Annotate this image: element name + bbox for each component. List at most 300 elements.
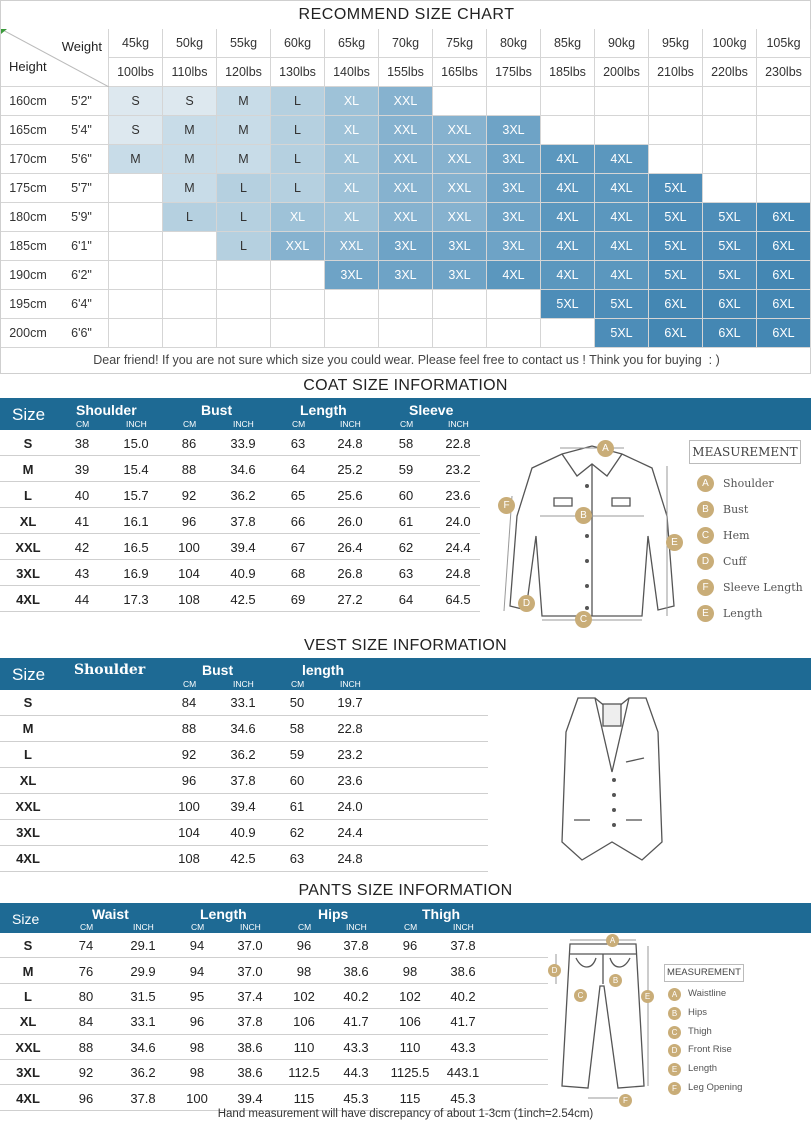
coat-row (0, 508, 480, 534)
coat-marker-e: E (666, 534, 683, 551)
height-cm: 190cm (1, 261, 55, 290)
size-cell (217, 290, 271, 319)
pants-row (0, 958, 548, 983)
coat-header-sleeve: Sleeve (409, 402, 454, 418)
vest-unit-cm: CM (291, 679, 305, 689)
vest-row (0, 794, 488, 820)
pants-value: 102 (399, 988, 421, 1004)
pants-size-label: Size (12, 911, 40, 927)
height-cm: 200cm (1, 319, 55, 348)
size-cell (163, 232, 217, 261)
coat-legend-badge-e: E (697, 605, 714, 622)
coat-size: L (24, 487, 32, 503)
height-cm: 165cm (1, 116, 55, 145)
height-cm: 195cm (1, 290, 55, 319)
size-cell (703, 145, 757, 174)
coat-unit-inch: INCH (448, 419, 469, 429)
pants-row (0, 1009, 548, 1034)
pants-size: 4XL (16, 1090, 40, 1106)
coat-legend-badge-a: A (697, 475, 714, 492)
vest-header-bust: Bust (202, 662, 234, 678)
pants-value: 110 (293, 1039, 315, 1055)
pants-row (0, 1035, 548, 1060)
vest-value: 96 (181, 773, 197, 788)
vest-unit-inch: INCH (233, 679, 254, 689)
coat-header-bar (0, 398, 811, 430)
coat-value: 16.5 (123, 539, 149, 555)
vest-value: 37.8 (230, 773, 256, 788)
size-cell: XXL (379, 87, 433, 116)
pants-value: 41.7 (343, 1014, 369, 1030)
size-cell: XL (325, 203, 379, 232)
size-cell: L (271, 145, 325, 174)
pants-unit-cm: CM (191, 922, 205, 932)
size-cell: S (163, 87, 217, 116)
measurement-footer: Hand measurement will have discrepancy of about 1-3cm (1inch=2.54cm) (217, 1108, 594, 1120)
vest-value: 100 (178, 799, 200, 814)
coat-unit-cm: CM (183, 419, 197, 429)
size-cell: 5XL (703, 232, 757, 261)
size-cell (433, 319, 487, 348)
pants-value: 102 (293, 988, 315, 1004)
size-cell: 3XL (379, 232, 433, 261)
size-cell: XXL (433, 174, 487, 203)
vest-value: 34.6 (230, 721, 256, 736)
pants-row (0, 1060, 548, 1085)
pants-value: 29.9 (130, 963, 156, 979)
pants-value: 37.8 (130, 1090, 156, 1106)
size-cell (379, 290, 433, 319)
coat-title: COAT SIZE INFORMATION (303, 377, 508, 394)
size-cell (649, 87, 703, 116)
size-cell: L (217, 232, 271, 261)
coat-value: 24.4 (445, 539, 471, 555)
size-cell (109, 174, 163, 203)
pants-marker-a: A (606, 934, 619, 947)
pants-value: 40.2 (450, 988, 476, 1004)
vest-value: 59 (289, 747, 305, 762)
size-cell: M (217, 87, 271, 116)
corner-diagonal (1, 29, 109, 87)
vest-value: 58 (289, 721, 305, 736)
coat-value: 27.2 (337, 591, 363, 607)
pants-value: 115 (399, 1090, 421, 1106)
size-cell: 3XL (487, 116, 541, 145)
size-cell: XL (325, 116, 379, 145)
coat-value: 33.9 (230, 435, 256, 451)
pants-value: 92 (78, 1065, 94, 1081)
vest-value: 36.2 (230, 747, 256, 762)
coat-legend-label: Shoulder (723, 477, 774, 490)
coat-unit-cm: CM (292, 419, 306, 429)
coat-marker-a: A (597, 440, 614, 457)
vest-value: 92 (181, 747, 197, 762)
vest-size: S (23, 695, 33, 710)
pants-row (0, 1085, 548, 1110)
pants-value: 96 (296, 938, 312, 954)
weight-label: Weight (61, 39, 102, 54)
pants-value: 98 (189, 1039, 205, 1055)
coat-value: 38 (74, 435, 90, 451)
weight-kg-header: 85kg (541, 29, 595, 58)
pants-unit-cm: CM (80, 922, 94, 932)
size-cell (541, 116, 595, 145)
vest-header-bar (0, 658, 811, 690)
coat-header-length: Length (300, 402, 347, 418)
size-cell: 3XL (487, 174, 541, 203)
pants-value: 112.5 (288, 1065, 320, 1081)
coat-value: 42 (74, 539, 90, 555)
size-cell: L (163, 203, 217, 232)
size-cell (541, 87, 595, 116)
pants-value: 443.1 (446, 1065, 480, 1081)
size-cell: L (271, 87, 325, 116)
size-cell: M (217, 145, 271, 174)
pants-header-bar (0, 903, 811, 933)
size-cell (325, 319, 379, 348)
size-cell: 4XL (541, 232, 595, 261)
coat-header-bust: Bust (201, 402, 233, 418)
size-cell: 4XL (541, 145, 595, 174)
coat-row (0, 456, 480, 482)
vest-size: M (22, 721, 34, 736)
coat-legend-label: Hem (723, 529, 750, 542)
vest-row (0, 716, 488, 742)
weight-lbs-header: 100lbs (109, 58, 163, 87)
coat-value: 104 (178, 565, 200, 581)
weight-lbs-header: 230lbs (757, 58, 811, 87)
weight-lbs-header: 200lbs (595, 58, 649, 87)
vest-size-label: Size (12, 665, 46, 684)
vest-value: 61 (289, 799, 305, 814)
size-cell (433, 87, 487, 116)
pants-value: 39.4 (237, 1090, 263, 1106)
pants-header-length: Length (200, 906, 247, 922)
size-cell (271, 319, 325, 348)
weight-lbs-header: 155lbs (379, 58, 433, 87)
coat-value: 42.5 (230, 591, 256, 607)
coat-size: M (22, 461, 34, 477)
height-ft: 5'4" (55, 116, 109, 145)
pants-value: 38.6 (343, 963, 369, 979)
coat-value: 16.9 (123, 565, 149, 581)
size-cell (163, 261, 217, 290)
coat-size: S (23, 435, 33, 451)
size-cell: XXL (379, 203, 433, 232)
weight-lbs-header: 210lbs (649, 58, 703, 87)
size-cell: 3XL (487, 203, 541, 232)
coat-value: 58 (398, 435, 414, 451)
pants-size: M (22, 963, 34, 979)
size-cell (109, 261, 163, 290)
size-cell: 5XL (649, 203, 703, 232)
pants-value: 37.0 (237, 938, 263, 954)
coat-row (0, 560, 480, 586)
pants-value: 95 (189, 988, 205, 1004)
pants-value: 98 (402, 963, 418, 979)
vest-value: 104 (178, 825, 200, 840)
weight-kg-header: 65kg (325, 29, 379, 58)
coat-legend-badge-c: C (697, 527, 714, 544)
size-cell: 6XL (649, 319, 703, 348)
coat-legend-badge-f: F (697, 579, 714, 596)
coat-value: 16.1 (123, 513, 149, 529)
size-cell (325, 290, 379, 319)
size-cell: 5XL (595, 290, 649, 319)
height-ft: 5'6" (55, 145, 109, 174)
vest-row (0, 690, 488, 716)
coat-legend-badge-b: B (697, 501, 714, 518)
weight-kg-header: 100kg (703, 29, 757, 58)
size-cell (109, 232, 163, 261)
coat-value: 62 (398, 539, 414, 555)
pants-legend-badge-e: E (668, 1063, 681, 1076)
pants-value: 37.0 (237, 963, 263, 979)
pants-value: 94 (189, 938, 205, 954)
pants-value: 37.8 (237, 1014, 263, 1030)
coat-unit-inch: INCH (233, 419, 254, 429)
vest-value: 84 (181, 695, 197, 710)
coat-value: 39.4 (230, 539, 256, 555)
pants-legend-label: Front Rise (688, 1044, 732, 1056)
coat-value: 17.3 (123, 591, 149, 607)
coat-size: XXL (15, 539, 41, 555)
coat-unit-cm: CM (400, 419, 414, 429)
pants-value: 96 (402, 938, 418, 954)
size-cell (109, 290, 163, 319)
chart-corner-header (1, 29, 109, 87)
size-cell: M (163, 145, 217, 174)
pants-header-thigh: Thigh (422, 906, 461, 922)
height-label: Height (9, 59, 47, 74)
size-cell (757, 116, 811, 145)
pants-value: 74 (78, 938, 94, 954)
pants-value: 38.6 (237, 1065, 263, 1081)
height-cm: 160cm (1, 87, 55, 116)
pants-marker-f: F (619, 1094, 632, 1107)
weight-lbs-header: 220lbs (703, 58, 757, 87)
coat-value: 15.0 (123, 435, 149, 451)
pants-value: 1125.5 (390, 1065, 430, 1081)
size-cell: XXL (433, 116, 487, 145)
vest-value: 63 (289, 851, 305, 866)
pants-value: 37.8 (450, 938, 476, 954)
pants-value: 96 (189, 1014, 205, 1030)
size-cell: M (109, 145, 163, 174)
coat-unit-cm: CM (76, 419, 90, 429)
vest-value: 50 (289, 695, 305, 710)
coat-marker-f: F (498, 497, 515, 514)
size-cell: XXL (325, 232, 379, 261)
coat-value: 61 (398, 513, 414, 529)
weight-kg-header: 45kg (109, 29, 163, 58)
weight-kg-header: 55kg (217, 29, 271, 58)
coat-value: 39 (74, 461, 90, 477)
coat-measurement-title: MEASUREMENT (689, 440, 801, 464)
vest-value: 60 (289, 773, 305, 788)
pants-unit-inch: INCH (133, 922, 154, 932)
size-cell: M (217, 116, 271, 145)
coat-value: 36.2 (230, 487, 256, 503)
weight-lbs-header: 140lbs (325, 58, 379, 87)
coat-row (0, 430, 480, 456)
pants-value: 43.3 (450, 1039, 476, 1055)
size-cell: XXL (379, 174, 433, 203)
size-cell: 4XL (595, 174, 649, 203)
size-cell: 5XL (649, 174, 703, 203)
size-cell: 5XL (541, 290, 595, 319)
coat-value: 26.0 (337, 513, 363, 529)
coat-value: 15.4 (123, 461, 149, 477)
size-cell (217, 319, 271, 348)
coat-value: 96 (181, 513, 197, 529)
size-cell: XXL (379, 116, 433, 145)
coat-value: 63 (290, 435, 306, 451)
coat-header-shoulder: Shoulder (76, 402, 137, 418)
pants-size: XXL (15, 1039, 41, 1055)
pants-value: 106 (293, 1014, 315, 1030)
pants-marker-c: C (574, 989, 587, 1002)
pants-value: 33.1 (130, 1014, 156, 1030)
size-cell: 6XL (757, 290, 811, 319)
height-ft: 5'7" (55, 174, 109, 203)
size-cell: 5XL (703, 261, 757, 290)
height-ft: 6'4" (55, 290, 109, 319)
size-cell: 6XL (703, 319, 757, 348)
size-cell: 4XL (541, 174, 595, 203)
size-cell (271, 290, 325, 319)
size-cell: 4XL (595, 232, 649, 261)
coat-value: 24.8 (337, 435, 363, 451)
coat-marker-c: C (575, 611, 592, 628)
size-cell: XXL (433, 145, 487, 174)
size-cell (487, 87, 541, 116)
weight-kg-header: 70kg (379, 29, 433, 58)
pants-value: 29.1 (130, 938, 156, 954)
pants-legend-badge-a: A (668, 988, 681, 1001)
coat-value: 41 (74, 513, 90, 529)
size-cell: 3XL (433, 261, 487, 290)
size-cell: 6XL (703, 290, 757, 319)
pants-unit-inch: INCH (346, 922, 367, 932)
size-cell (163, 290, 217, 319)
coat-value: 69 (290, 591, 306, 607)
size-cell (703, 116, 757, 145)
vest-value: 108 (178, 851, 200, 866)
pants-legend-label: Thigh (688, 1025, 712, 1037)
coat-value: 64 (398, 591, 414, 607)
vest-value: 88 (181, 721, 197, 736)
coat-value: 24.8 (445, 565, 471, 581)
coat-value: 64.5 (445, 591, 471, 607)
coat-unit-inch: INCH (126, 419, 147, 429)
size-cell: 5XL (649, 232, 703, 261)
size-cell: XL (271, 203, 325, 232)
size-cell (649, 145, 703, 174)
weight-kg-header: 95kg (649, 29, 703, 58)
vest-size: XL (19, 773, 37, 788)
coat-value: 22.8 (445, 435, 471, 451)
coat-value: 100 (178, 539, 200, 555)
pants-unit-cm: CM (404, 922, 418, 932)
coat-value: 40 (74, 487, 90, 503)
size-cell: 3XL (325, 261, 379, 290)
coat-value: 15.7 (123, 487, 149, 503)
pants-legend-badge-d: D (668, 1044, 681, 1057)
coat-row (0, 482, 480, 508)
height-ft: 6'2" (55, 261, 109, 290)
vest-value: 24.8 (337, 851, 363, 866)
size-cell: L (271, 174, 325, 203)
vest-value: 23.6 (337, 773, 363, 788)
vest-row (0, 768, 488, 794)
pants-value: 38.6 (450, 963, 476, 979)
weight-lbs-header: 165lbs (433, 58, 487, 87)
coat-value: 86 (181, 435, 197, 451)
vest-size: L (24, 747, 32, 762)
size-cell (703, 174, 757, 203)
pants-size: L (24, 988, 32, 1004)
vest-header-length: length (302, 662, 344, 678)
pants-value: 80 (78, 988, 94, 1004)
size-cell (757, 87, 811, 116)
coat-value: 25.6 (337, 487, 363, 503)
coat-value: 65 (290, 487, 306, 503)
coat-value: 25.2 (337, 461, 363, 477)
size-cell: 5XL (649, 261, 703, 290)
pants-value: 36.2 (130, 1065, 156, 1081)
weight-lbs-header: 120lbs (217, 58, 271, 87)
size-cell: 4XL (541, 261, 595, 290)
vest-value: 24.4 (337, 825, 363, 840)
pants-value: 37.4 (237, 988, 263, 1004)
coat-unit-inch: INCH (340, 419, 361, 429)
size-cell: XXL (433, 203, 487, 232)
recommend-title: RECOMMEND SIZE CHART (298, 6, 515, 23)
vest-value: 42.5 (230, 851, 256, 866)
coat-value: 24.0 (445, 513, 471, 529)
vest-header-shoulder: Shoulder (74, 662, 146, 678)
size-cell: 6XL (757, 203, 811, 232)
size-cell: 4XL (595, 261, 649, 290)
size-cell: M (163, 116, 217, 145)
height-cm: 175cm (1, 174, 55, 203)
weight-lbs-header: 110lbs (163, 58, 217, 87)
size-cell: XXL (271, 232, 325, 261)
pants-legend-badge-b: B (668, 1007, 681, 1020)
coat-size: XL (19, 513, 37, 529)
pants-legend-badge-f: F (668, 1082, 681, 1095)
size-cell: XL (325, 174, 379, 203)
height-cm: 170cm (1, 145, 55, 174)
weight-kg-header: 60kg (271, 29, 325, 58)
pants-value: 41.7 (450, 1014, 476, 1030)
weight-kg-header: 50kg (163, 29, 217, 58)
pants-value: 37.8 (343, 938, 369, 954)
pants-value: 38.6 (237, 1039, 263, 1055)
coat-value: 92 (181, 487, 197, 503)
vest-value: 19.7 (337, 695, 363, 710)
size-cell (487, 319, 541, 348)
coat-value: 40.9 (230, 565, 256, 581)
size-cell: 4XL (541, 203, 595, 232)
vest-value: 24.0 (337, 799, 363, 814)
coat-value: 67 (290, 539, 306, 555)
weight-lbs-header: 130lbs (271, 58, 325, 87)
coat-legend-badge-d: D (697, 553, 714, 570)
pants-value: 106 (399, 1014, 421, 1030)
vest-value: 40.9 (230, 825, 256, 840)
